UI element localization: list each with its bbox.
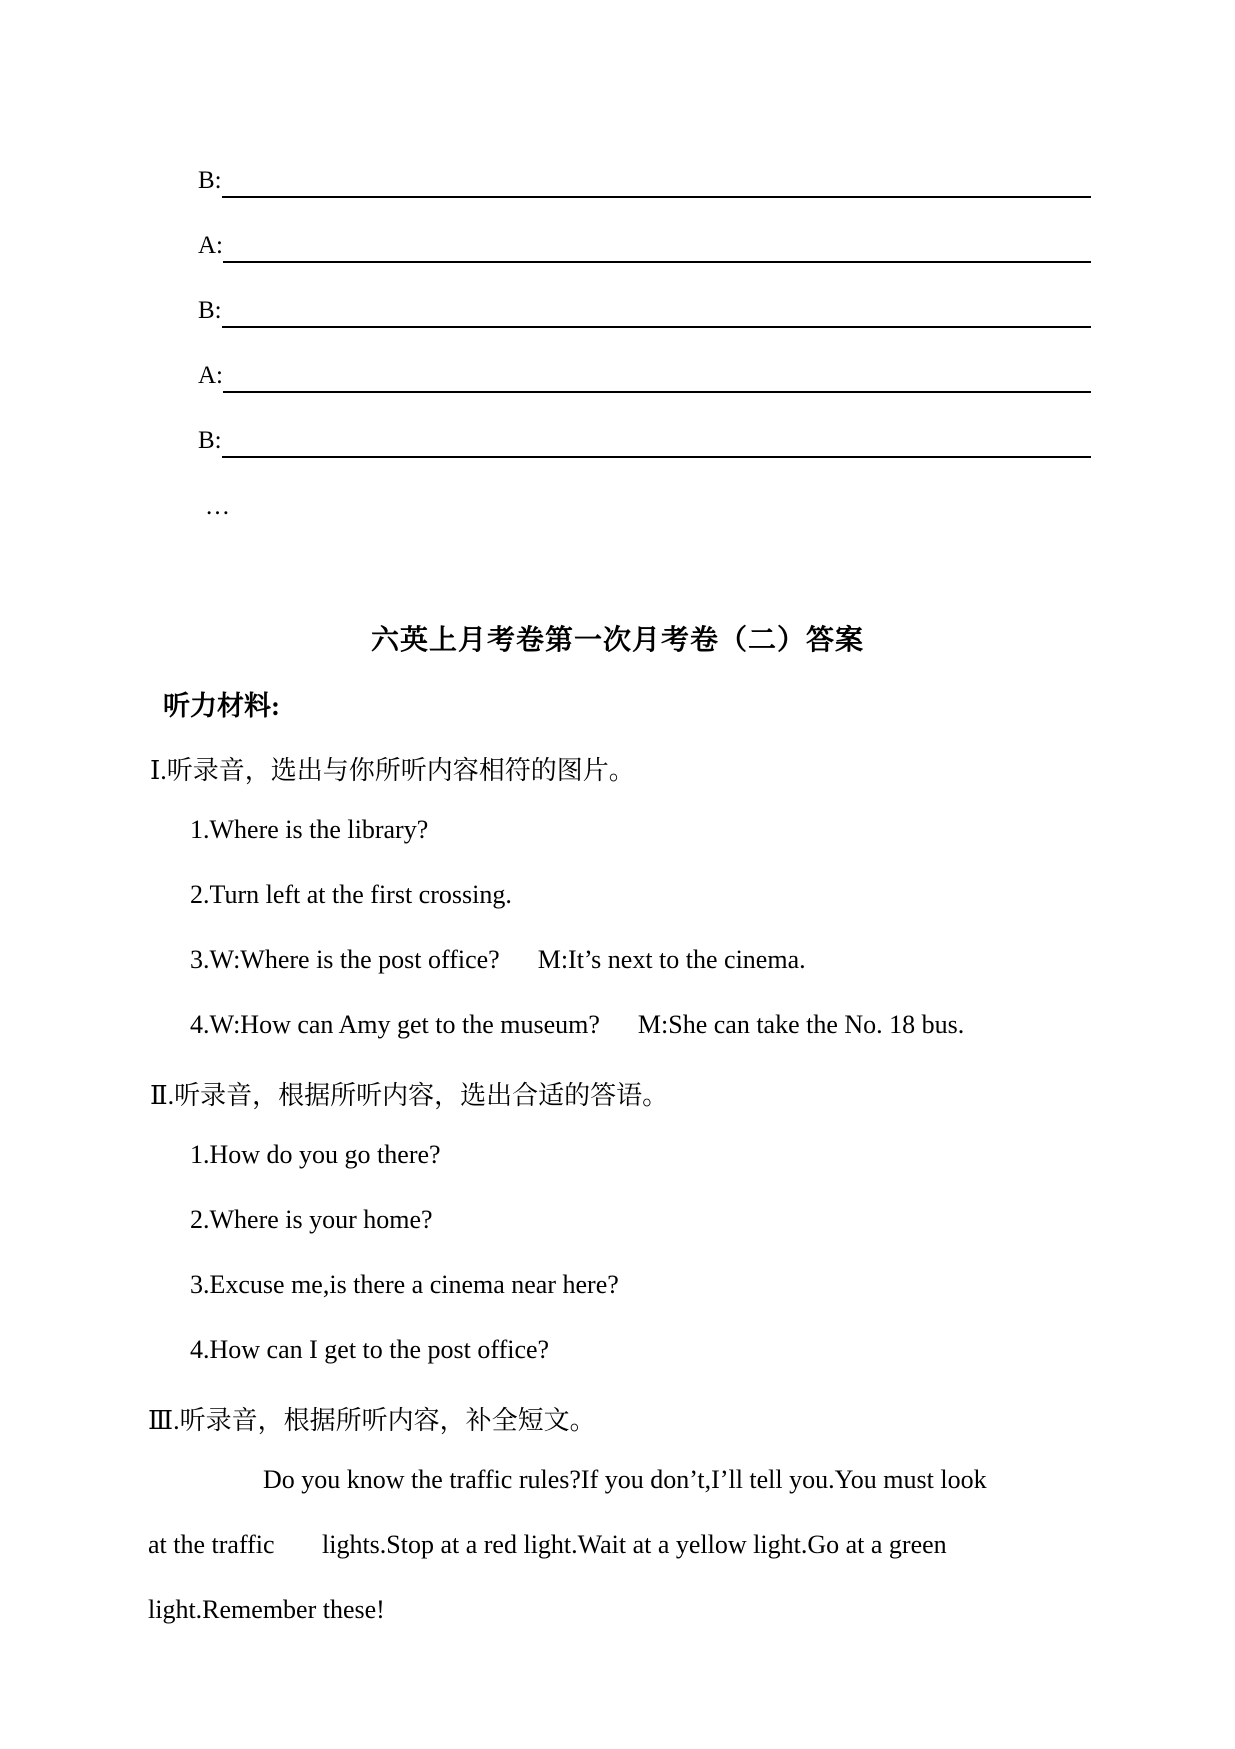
ellipsis: … xyxy=(205,493,230,520)
list-item: 1.How do you go there? xyxy=(190,1140,441,1169)
list-item: 2.Where is your home? xyxy=(190,1205,433,1234)
dialog-line-3 xyxy=(198,288,1091,328)
answer-part: M:It’s next to the cinema. xyxy=(537,945,806,974)
answer-blank[interactable] xyxy=(222,426,1091,458)
list-item: 4.How can I get to the post office? xyxy=(190,1335,550,1364)
dialog-line-1 xyxy=(198,158,1091,198)
paragraph-line-3: light.Remember these! xyxy=(148,1595,385,1624)
speaker-label: B: xyxy=(198,167,222,194)
section-heading-1: Ⅰ.听录音，选出与你所听内容相符的图片。 xyxy=(150,756,635,785)
list-item: 2.Turn left at the first crossing. xyxy=(190,880,512,909)
paragraph-line-1: Do you know the traffic rules?If you don’t,I’ll tell you.You must look xyxy=(263,1465,987,1494)
list-item: 3.Excuse me,is there a cinema near here? xyxy=(190,1270,619,1299)
page-title: 六英上月考卷第一次月考卷（二）答案 xyxy=(370,625,864,656)
answer-blank[interactable] xyxy=(223,231,1091,263)
list-item xyxy=(190,1010,964,1040)
dialog-line-4 xyxy=(198,353,1091,393)
section-label: 听力材料: xyxy=(163,691,280,721)
answer-part: M:She can take the No. 18 bus. xyxy=(637,1010,965,1039)
answer-blank[interactable] xyxy=(222,166,1091,198)
speaker-label: B: xyxy=(198,297,222,324)
list-item xyxy=(190,945,806,975)
speaker-label: A: xyxy=(198,362,223,389)
section-heading-3: Ⅲ.听录音，根据所听内容，补全短文。 xyxy=(148,1406,596,1435)
question-part: 4.W:How can Amy get to the museum? xyxy=(190,1010,600,1039)
answer-blank[interactable] xyxy=(222,296,1091,328)
dialog-line-5 xyxy=(198,418,1091,458)
answer-blank[interactable] xyxy=(223,361,1091,393)
paragraph-line-2a: at the traffic xyxy=(148,1530,275,1559)
list-item: 1.Where is the library? xyxy=(190,815,429,844)
speaker-label: B: xyxy=(198,427,222,454)
paragraph-line-2b: lights.Stop at a red light.Wait at a yellow light.Go at a green xyxy=(322,1530,947,1559)
speaker-label: A: xyxy=(198,232,223,259)
dialog-line-2 xyxy=(198,223,1091,263)
section-heading-2: Ⅱ.听录音，根据所听内容，选出合适的答语。 xyxy=(150,1081,669,1110)
question-part: 3.W:Where is the post office? xyxy=(190,945,500,974)
